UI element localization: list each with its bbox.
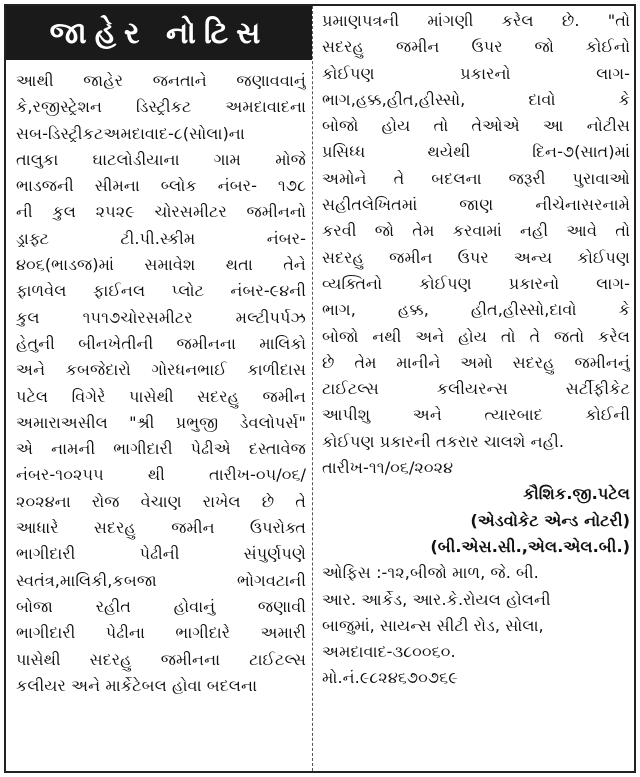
notice-panel <box>4 4 636 773</box>
notice-text-line: ભાગ,હક્ક,હીત,હીસ્સો, દાવો કે <box>322 89 630 109</box>
notice-left-column <box>16 68 306 699</box>
notice-text-line: ૪૦૬(ભાડજ)માં સમાવેશ થતા તેને <box>16 255 306 275</box>
column-divider <box>312 6 314 771</box>
notice-text-line: ભાગીદારી પેઢીની સંપુર્ણપણે <box>16 544 306 564</box>
notice-text-line: આથી જાહેર જનતાને જણાવવાનું <box>16 71 306 90</box>
address-line: અમદાવાદ-૩૮૦૦૬૦. <box>322 642 456 662</box>
notice-text-line: કોઈપણ પ્રકારની તકરાર ચાલશે નહી. <box>322 431 564 451</box>
notice-text-line: ડ્રાફ્ટ ટી.પી.સ્કીમ નંબર- <box>16 228 306 248</box>
notice-text-line: કોઈપણ પ્રકારનો લાગ- <box>322 63 630 83</box>
address-line: બાજુમાં, સાયન્સ સીટી રોડ, સોલા, <box>322 615 544 635</box>
address-line: મો.નં.૯૮૨૪૬૭૦૭૬૯ <box>322 668 458 688</box>
notice-text-line: છે તેમ માનીને અમો સદરહુ જમીનનું <box>322 352 630 372</box>
notice-text-line: પાસેથી સદરહુ જમીનના ટાઈટલ્સ <box>16 649 306 669</box>
notice-text-line: ફાળવેલ ફાઈનલ પ્લોટ નંબર-૯૪ની <box>16 281 306 301</box>
notice-text-line: સદરહુ જમીન ઉપર જો કોઈનો <box>322 37 630 57</box>
notice-text-line: કલીયર અને માર્કેટેબલ હોવા બદલના <box>16 675 258 695</box>
notice-text-line: બોજો હોય તો તેઓએ આ નોટીસ <box>322 116 630 136</box>
notice-text-line: કરવી જો તેમ કરવામાં નહી આવે તો <box>322 221 630 241</box>
notice-text-line: કે,રજીસ્ટ્રેશન ડિસ્ટ્રીકટ અમદાવાદના <box>16 97 306 117</box>
notice-text-line: સહીતલેખિતમાં જાણ નીચેનાસરનામે <box>322 195 630 215</box>
notice-text-line: વ્યક્તિનો કોઈપણ પ્રકારનો લાગ- <box>322 273 630 293</box>
notice-heading: જાહેર નોટિસ <box>6 6 312 60</box>
notice-text-line: અમોને તે બદલના જરૂરી પુરાવાઓ <box>322 168 630 188</box>
notice-text-line: નંબર-૧૦૨૫૫ થી તારીખ-૦૫/૦૬/ <box>16 465 306 485</box>
advocate-degree: (બી.એસ.સી.,એલ.એલ.બી.) <box>430 536 630 556</box>
notice-text-line: ૨૦૨૪ના રોજ વેચાણ રાખેલ છે તે <box>16 491 306 511</box>
notice-text-line: ભાગીદારી પેઢીના ભાગીદારે અમારી <box>16 623 306 643</box>
address-line: આર. આર્કેડ, આર.કે.રોયલ હોલની <box>322 589 551 609</box>
notice-text-line: આધારે સદરહુ જમીન ઉપરોક્ત <box>16 518 306 538</box>
notice-text-line: ની કુલ ૨૫૨૯ ચોરસમીટર જમીનનો <box>16 202 306 222</box>
advocate-title: (એડવોકેટ એન્ડ નોટરી) <box>470 510 630 530</box>
notice-text-line: હેતુની બીનખેતીની જમીનના માલિકો <box>16 333 306 353</box>
notice-text-line: અને કબજેદારો ગોરધનભાઈ કાળીદાસ <box>16 360 306 380</box>
notice-text-line: બોજો નથી અને હોય તો તે જતો કરેલ <box>322 326 630 346</box>
notice-date: તારીખ-૧૧/૦૬/૨૦૨૪ <box>322 458 454 478</box>
advocate-name: કૌશિક.જી.પટેલ <box>523 484 630 504</box>
address-line: ઓફિસ :-૧૨,બીજો માળ, જે. બી. <box>322 563 539 583</box>
notice-text-line: તાલુકા ઘાટલોડીયાના ગામ મોજે <box>16 149 306 169</box>
notice-text-line: પટેલ વિગેરે પાસેથી સદરહુ જમીન <box>16 386 306 406</box>
notice-text-line: પ્રમાણપત્રની માંગણી કરેલ છે. "તો <box>322 11 630 30</box>
notice-text-line: ભાડજની સીમના બ્લોક નંબર- ૧૭૮ <box>16 176 306 196</box>
notice-text-line: પ્રસિધ્ધ થયેથી દિન-૭(સાત)માં <box>322 142 630 162</box>
notice-text-line: ભાગ, હક્ક, હીત,હીસ્સો,દાવો કે <box>322 300 630 320</box>
notice-text-line: ટાઈટલ્સ કલીયરન્સ સર્ટીફીકેટ <box>322 379 630 399</box>
notice-text-line: કુલ ૧૫૧૭ચોરસમીટર મલ્ટીપર્પઝ <box>16 307 306 327</box>
notice-text-line: બોજા રહીત હોવાનું જણાવી <box>16 596 306 616</box>
notice-text-line: આપીશુ અને ત્યારબાદ કોઈની <box>322 405 630 425</box>
notice-text-line: સદરહુ જમીન ઉપર અન્ય કોઈપણ <box>322 247 630 267</box>
notice-text-line: અમારાઅસીલ "શ્રી પ્રભુજી ડેવલોપર્સ" <box>16 412 306 432</box>
notice-text-line: સબ-ડિસ્ટ્રીકટઅમદાવાદ-૮(સોલા)ના <box>16 123 245 143</box>
notice-text-line: એ નામની ભાગીદારી પેઢીએ દસ્તાવેજ <box>16 439 306 459</box>
notice-right-column <box>322 8 630 692</box>
notice-text-line: સ્વતંત્ર,માલિકી,કબજા ભોગવટાની <box>16 570 306 590</box>
